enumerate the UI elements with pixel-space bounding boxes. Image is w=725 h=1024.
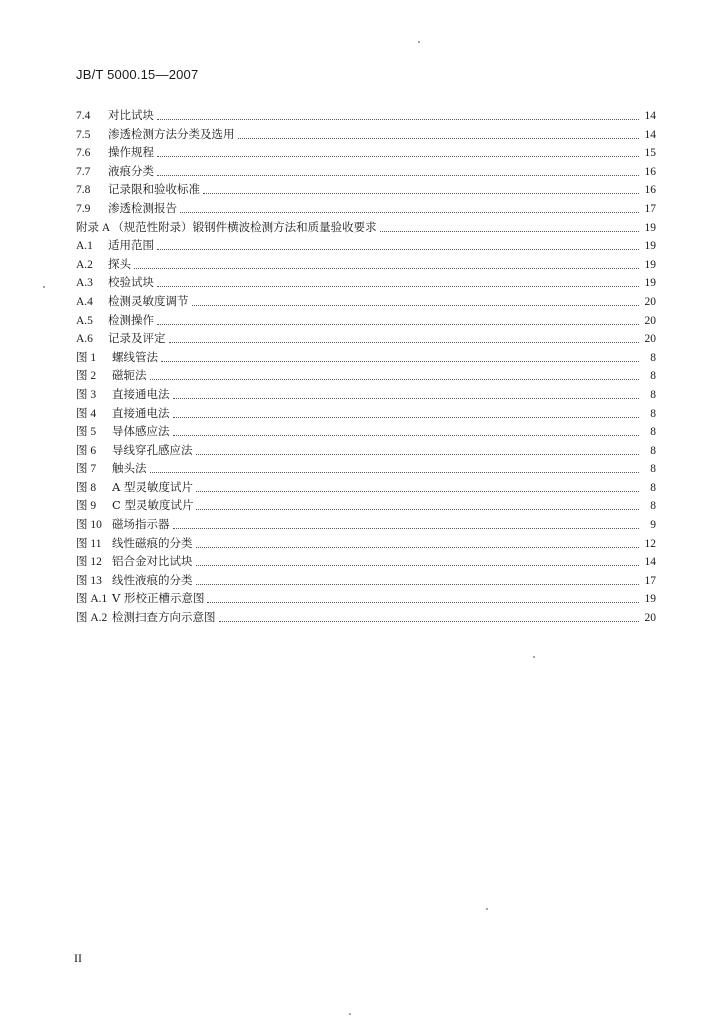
toc-dot-leader [196,480,639,492]
toc-entry-page: 8 [650,481,656,494]
toc-entry-title: 触头法 [112,461,147,476]
toc-dot-leader [196,443,640,455]
toc-dot-leader [173,424,640,436]
toc-entry-number: 7.4 [76,110,91,122]
toc-dot-leader [196,498,639,510]
toc-dot-leader [173,387,640,399]
toc-entry-number: 7.6 [76,147,91,160]
toc-entry-number: 图 9 [76,500,97,513]
toc-entry-number: A.6 [76,333,93,346]
toc-entry-title: 螺线管法 [112,349,158,364]
toc-entry-title: 线性液痕的分类 [112,572,193,587]
toc-entry-title: 探头 [108,256,131,271]
toc-dot-leader [161,350,639,362]
toc-entry [76,348,656,367]
toc-entry-number: 图 4 [76,407,97,420]
toc-entry-page: 16 [644,184,656,197]
toc-entry-title: 检测灵敏度调节 [108,293,189,308]
toc-entry-page: 19 [644,258,656,271]
toc-entry-title: 检测扫查方向示意图 [112,610,216,625]
toc-dot-leader [134,257,639,269]
toc-entry [76,571,656,590]
toc-dot-leader [157,313,639,325]
toc-entry-page: 20 [644,314,656,327]
toc-entry-title: 铝合金对比试块 [112,554,193,569]
toc-dot-leader [196,573,640,585]
toc-dot-leader [380,220,639,232]
toc-entry-number: A.2 [76,258,93,271]
toc-entry [76,552,656,571]
toc-entry [76,218,656,237]
toc-entry [76,608,656,627]
toc-entry-page: 20 [644,612,656,625]
toc-entry-page: 20 [644,295,656,308]
toc-entry [76,255,656,274]
page-number-roman: II [74,951,82,965]
toc-dot-leader [207,591,639,603]
toc-dot-leader [173,406,640,418]
toc-dot-leader [192,294,640,306]
toc-entry [76,236,656,255]
toc-entry-number: 7.7 [76,165,91,178]
toc-entry-title: 直接通电法 [112,405,170,420]
toc-entry-title: 直接通电法 [112,386,170,401]
toc-entry-title: 对比试块 [108,108,154,122]
toc-entry-page: 8 [650,463,656,476]
toc-entry-title: 磁轭法 [112,368,147,383]
toc-entry-number: 7.8 [76,184,91,197]
toc-entry [76,143,656,162]
toc-dot-leader [219,610,640,622]
toc-dot-leader [150,461,640,473]
toc-entry [76,534,656,553]
toc-entry-number: 7.9 [76,202,91,215]
toc-entry-page: 12 [644,537,656,550]
toc-entry-page: 14 [644,110,656,122]
toc-entry-title: 检测操作 [108,312,154,327]
toc-entry-number: 图 A.2 [76,612,108,625]
toc-entry-number: 图 1 [76,351,97,364]
toc-entry-number: 图 7 [76,463,97,476]
toc-entry-title: 渗透检测方法分类及选用 [108,126,235,141]
toc-dot-leader [203,182,639,194]
toc-entry-page: 8 [650,370,656,383]
toc-entry [76,422,656,441]
toc-dot-leader [157,275,639,287]
toc-entry [76,311,656,330]
toc-entry-title: 线性磁痕的分类 [112,535,193,550]
toc-entry-number: A.1 [76,240,93,253]
toc-entry [76,459,656,478]
toc-entry-number: A.4 [76,295,93,308]
toc-entry-title: 操作规程 [108,145,154,160]
document-code-header: JB/T 5000.15—2007 [76,67,199,82]
toc-entry [76,441,656,460]
toc-entry [76,385,656,404]
toc-entry [76,366,656,385]
toc-entry-title: A 型灵敏度试片 [112,479,193,494]
toc-entry-number: 7.5 [76,128,91,141]
toc-entry [76,515,656,534]
toc-entry-number: 图 A.1 [76,593,108,606]
toc-entry [76,199,656,218]
toc-entry-title: 液痕分类 [108,163,154,178]
toc-entry [76,404,656,423]
scan-speck [418,41,420,43]
toc-entry-page: 8 [650,407,656,420]
scan-speck [533,656,535,658]
toc-entry-title: 记录及评定 [108,331,166,346]
toc-entry-title: 导体感应法 [112,424,170,439]
toc-entry-page: 19 [644,240,656,253]
toc-entry-page: 8 [650,388,656,401]
toc-dot-leader [157,238,639,250]
toc-entry-number: 图 8 [76,481,97,494]
toc-dot-leader [157,164,639,176]
toc-entry [76,292,656,311]
toc-entry-number: 图 2 [76,370,97,383]
toc-entry-page: 8 [650,351,656,364]
toc-entry [76,496,656,515]
toc-entry-number: 图 11 [76,537,102,550]
toc-entry [76,162,656,181]
toc-entry-number: 图 12 [76,556,102,569]
toc-entry-page: 9 [650,519,656,532]
toc-entry-title: 渗透检测报告 [108,200,177,215]
toc-entry [76,273,656,292]
toc-entry-title: V 形校正槽示意图 [112,591,205,606]
toc-dot-leader [157,108,639,120]
toc-entry-page: 16 [644,165,656,178]
toc-entry-title: 适用范围 [108,238,154,253]
toc-entry-page: 19 [644,277,656,290]
scan-speck [43,286,45,288]
toc-entry-number: 附录 A [76,221,111,234]
toc-dot-leader [196,536,640,548]
toc-dot-leader [173,517,640,529]
toc-entry-number: 图 5 [76,426,97,439]
toc-entry-page: 19 [644,593,656,606]
toc-entry-page: 14 [644,556,656,569]
toc-entry-number: A.3 [76,277,93,290]
toc-entry-number: 图 10 [76,519,102,532]
toc-entry-number: 图 6 [76,444,97,457]
toc-entry-number: 图 3 [76,388,97,401]
toc-entry-page: 17 [644,202,656,215]
toc-entry-page: 19 [644,221,656,234]
toc-entry [76,106,656,125]
toc-dot-leader [150,368,640,380]
table-of-contents [76,106,656,627]
toc-entry-number: A.5 [76,314,93,327]
toc-entry-page: 8 [650,500,656,513]
toc-entry [76,329,656,348]
toc-entry-title: 记录限和验收标准 [108,182,200,197]
toc-dot-leader [180,201,639,213]
toc-entry [76,180,656,199]
scan-speck [486,908,488,910]
toc-entry-title: 磁场指示器 [112,517,170,532]
toc-dot-leader [157,145,639,157]
toc-entry [76,589,656,608]
toc-entry-page: 20 [644,333,656,346]
toc-dot-leader [196,554,640,566]
toc-entry-page: 17 [644,574,656,587]
toc-entry-page: 15 [644,147,656,160]
toc-dot-leader [169,331,640,343]
toc-entry-page: 8 [650,444,656,457]
toc-entry-title: 导线穿孔感应法 [112,442,193,457]
toc-entry-title: C 型灵敏度试片 [112,498,194,513]
scan-speck [349,1013,351,1015]
toc-entry-page: 14 [644,128,656,141]
toc-dot-leader [238,127,640,139]
toc-entry-number: 图 13 [76,574,102,587]
toc-entry [76,125,656,144]
toc-entry-page: 8 [650,426,656,439]
toc-entry [76,478,656,497]
toc-entry-title: 校验试块 [108,275,154,290]
toc-entry-title: （规范性附录）锻钢件横波检测方法和质量验收要求 [112,219,377,234]
